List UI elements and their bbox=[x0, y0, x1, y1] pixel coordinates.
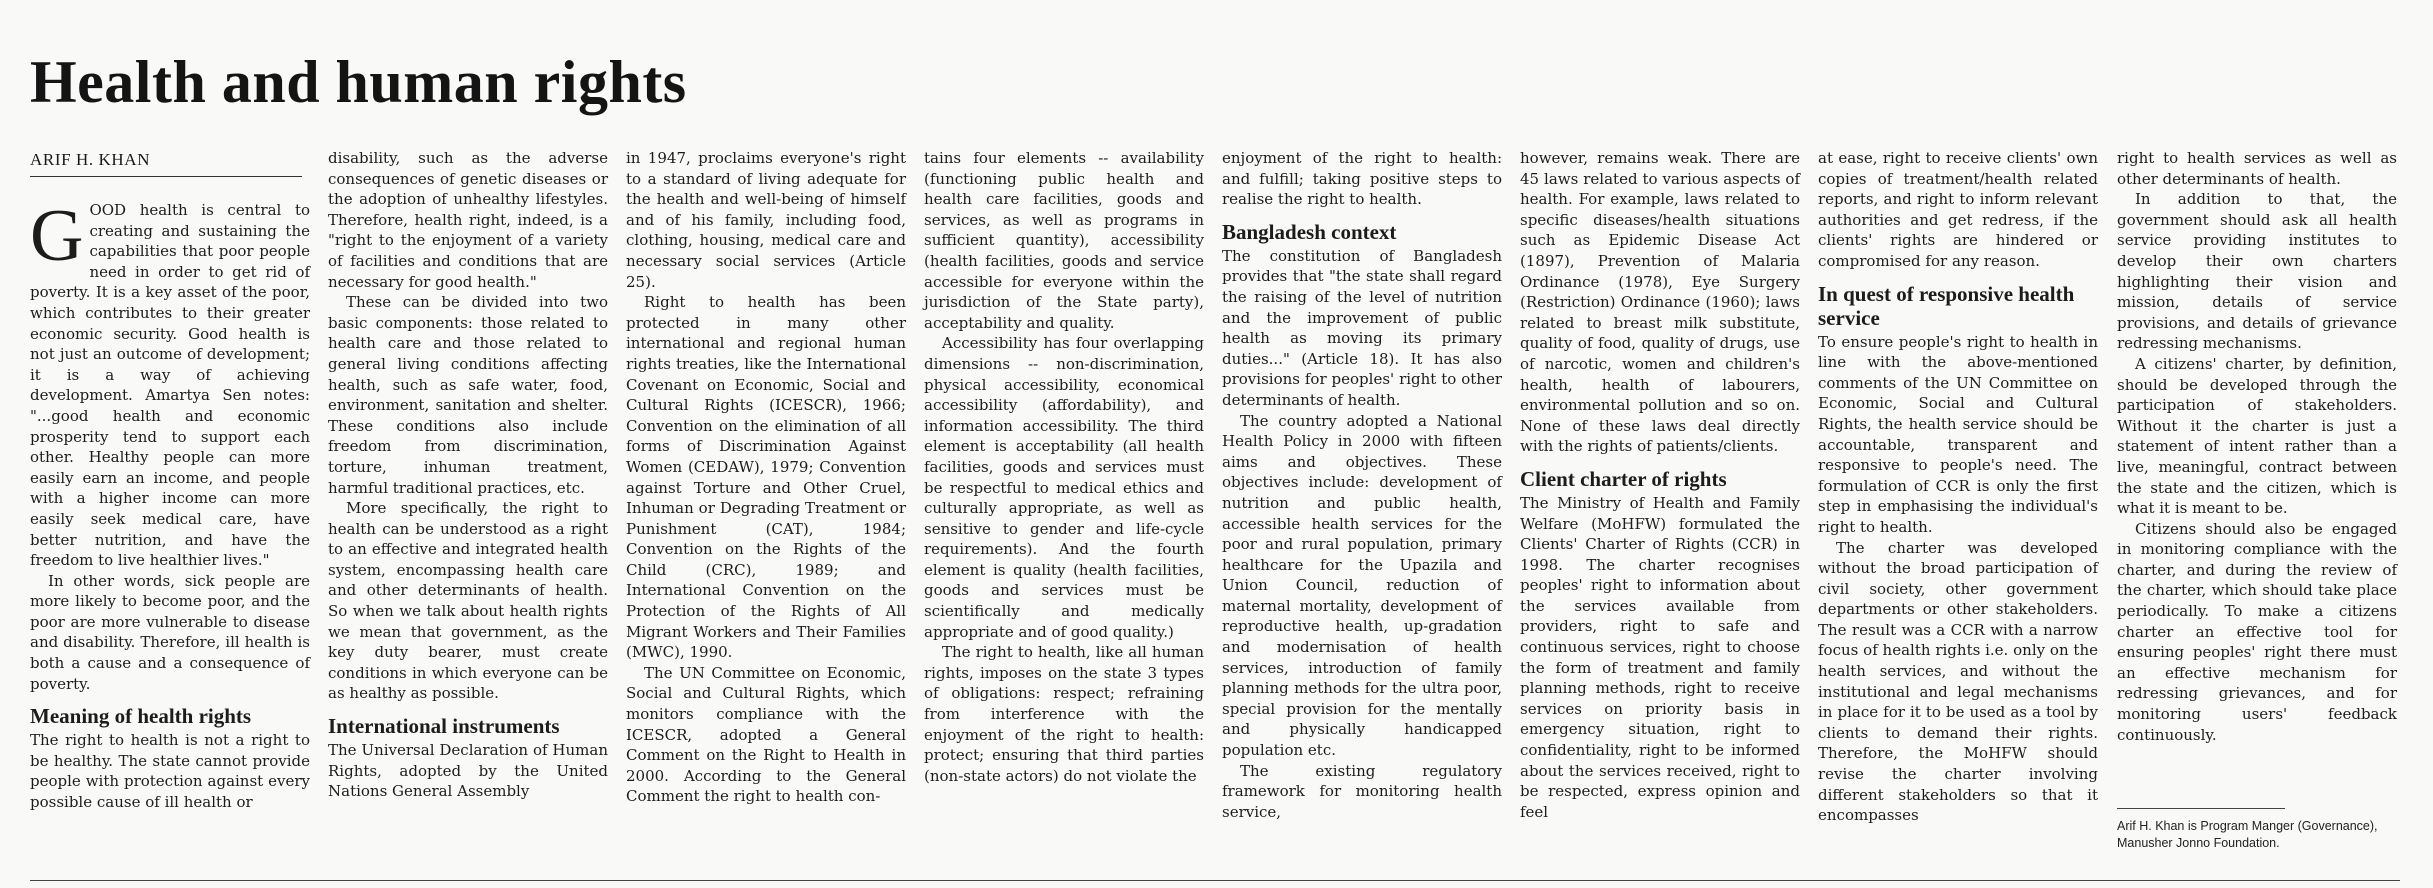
paragraph: right to health services as well as other determinants of health. bbox=[2117, 149, 2397, 188]
paragraph: In other words, sick people are more likely to become poor, and the poor are more vulnerable to disease and disability. Therefore, ill health is both a cause and a consequence of poverty. bbox=[30, 571, 310, 693]
paragraph: The right to health, like all human rights, imposes on the state 3 types of obligations: respect; refraining from interference with the enjoyment of the right to health: protect; ensuring that third parties (non-state actors) do not violate the bbox=[924, 643, 1204, 785]
paragraph: The country adopted a National Health Policy in 2000 with fifteen aims and objectives. These objectives include: development of nutrition and public health, accessible health services for the poor and rural population, primary healthcare for the Upazila and Union Council, reduction of maternal mortality, development of reproductive health, up-gradation and modernisation of health services, introduction of family planning methods for the ultra poor, special provision for the mentally and physically handicapped population etc. bbox=[1222, 411, 1502, 760]
subheading-bangladesh-context: Bangladesh context bbox=[1222, 219, 1397, 244]
paragraph: The Universal Declaration of Human Rights, adopted by the United Nations General Assembly bbox=[328, 741, 608, 801]
column-2 bbox=[328, 148, 608, 801]
subheading-in-quest-of-responsive-health-service: In quest of responsive health service bbox=[1818, 281, 2075, 330]
paragraph: however, remains weak. There are 45 laws related to various aspects of health. For example, laws related to specific diseases/health situations such as Epidemic Disease Act (1897), Prevention of Malaria Ordinance (1978), Eye Surgery (Restriction) Ordinance (1960); laws related to breast milk substitute, quality of food, quality of drugs, use of narcotic, women and children's health, health of labourers, environmental pollution and so on. None of these laws deal directly with the rights of patients/clients. bbox=[1520, 149, 1800, 456]
author-note: Arif H. Khan is Program Manger (Governance), Manusher Jonno Foundation. bbox=[2117, 819, 2378, 850]
lead-paragraph bbox=[30, 195, 310, 571]
headline: Health and human rights bbox=[30, 49, 687, 115]
author-note-rule bbox=[2117, 808, 2285, 809]
paragraph: Citizens should also be engaged in monitoring compliance with the charter, and during the review of the charter, which should take place periodically. To make a citizens charter an effective tool for ensuring peoples' right there must an effective mechanism for redressing grievances, and for monitoring users' feedback continuously. bbox=[2117, 519, 2397, 744]
paragraph: at ease, right to receive clients' own copies of treatment/health related reports, and right to inform relevant authorities and get redress, if the clients' rights are hindered or compromised for any reason. bbox=[1818, 149, 2098, 270]
paragraph: enjoyment of the right to health: and fulfill; taking positive steps to realise the right to health. bbox=[1222, 149, 1502, 209]
bottom-rule bbox=[30, 880, 2400, 881]
column-6 bbox=[1520, 148, 1800, 821]
lead-text: OOD health is central to creating and sustaining the capabilities that poor people need in order to get rid of poverty. It is a key asset of the poor, which contributes to their greater economic security. Good health is not just an outcome of development; it is a way of achieving development. Amartya Sen notes: "...good health and economic prosperity tend to support each other. Healthy people can more easily earn an income, and people with a higher income can more easily seek medical care, have better nutrition, and have the freedom to live healthier lives." bbox=[30, 201, 310, 570]
byline-rule bbox=[30, 176, 302, 177]
paragraph: tains four elements -- availability (functioning public health and health care facilities, goods and services, as well as programs in sufficient quantity), accessibility (health facilities, goods and service accessible for everyone within the jurisdiction of the State party), acceptability and quality. bbox=[924, 149, 1204, 332]
paragraph: Accessibility has four overlapping dimensions -- non-discrimination, physical accessibility, economical accessibility (affordability), and information accessibility. The third element is acceptability (all health facilities, goods and services must be respectful to medical ethics and culturally appropriate, as well as sensitive to gender and life-cycle requirements). And the fourth element is quality (health facilities, goods and services must be scientifically and medically appropriate and of good quality.) bbox=[924, 334, 1204, 641]
paragraph: The charter was developed without the broad participation of civil society, other government departments or other stakeholders. The result was a CCR with a narrow focus of health rights i.e. only on the health services, and without the institutional and legal mechanisms in place for it to be used as a tool by clients to demand their rights. Therefore, the MoHFW should revise the charter involving different stakeholders so that it encompasses bbox=[1818, 538, 2098, 825]
paragraph: In addition to that, the government should ask all health service providing institutes to develop their own charters highlighting their vision and mission, details of service provisions, and details of grievance redressing mechanisms. bbox=[2117, 190, 2397, 353]
paragraph: in 1947, proclaims everyone's right to a standard of living adequate for the health and well-being of himself and of his family, including food, clothing, housing, medical care and necessary social services (Article 25). bbox=[626, 149, 906, 291]
paragraph: The existing regulatory framework for monitoring health service, bbox=[1222, 761, 1502, 821]
subheading-client-charter-of-rights: Client charter of rights bbox=[1520, 466, 1727, 491]
column-8 bbox=[2117, 148, 2397, 798]
subheading-international-instruments: International instruments bbox=[328, 714, 560, 739]
paragraph: A citizens' charter, by definition, should be developed through the participation of stakeholders. Without it the charter is just a statement of intent rather than a live, meaningful, contract between the state and the citizen, which is what it is meant to be. bbox=[2117, 354, 2397, 518]
subheading-meaning-of-health-rights: Meaning of health rights bbox=[30, 704, 252, 729]
paragraph: The constitution of Bangladesh provides that "the state shall regard the raising of the level of nutrition and the improvement of public health as moving its primary duties..." (Article 18). It has also provisions for peoples' right to other determinants of health. bbox=[1222, 246, 1502, 409]
paragraph: Right to health has been protected in many other international and regional human rights treaties, like the International Covenant on Economic, Social and Cultural Rights (ICESCR), 1966; Convention on the elimination of all forms of Discrimination Against Women (CEDAW), 1979; Convention against Torture and Other Cruel, Inhuman or Degrading Treatment or Punishment (CAT), 1984; Convention on the Rights of the Child (CRC), 1989; and International Convention on the Protection of the Rights of All Migrant Workers and Their Families (MWC), 1990. bbox=[626, 293, 906, 662]
column-1 bbox=[30, 195, 310, 812]
column-3 bbox=[626, 148, 906, 806]
paragraph: More specifically, the right to health can be understood as a right to an effective and integrated health system, encompassing health care and other determinants of health. So when we talk about health rights we mean that government, as the key duty bearer, must create conditions in which everyone can be as healthy as possible. bbox=[328, 499, 608, 703]
column-7 bbox=[1818, 148, 2098, 825]
byline: ARIF H. KHAN bbox=[30, 150, 151, 169]
paragraph: These can be divided into two basic components: those related to health care and those related to general living conditions affecting health, such as safe water, food, environment, sanitation and shelter. These conditions also include freedom from discrimination, torture, inhuman treatment, harmful traditional practices, etc. bbox=[328, 293, 608, 497]
drop-cap: G bbox=[30, 195, 84, 277]
column-5 bbox=[1222, 148, 1502, 821]
paragraph: The Ministry of Health and Family Welfare (MoHFW) formulated the Clients' Charter of Rights (CCR) in 1998. The charter recognises peoples' right to information about the services available from providers, right to safe and continuous services, right to choose the form of treatment and family planning methods, right to receive services on priority basis in emergency situation, right to confidentiality, right to be informed about the services received, right to be respected, express opinion and feel bbox=[1520, 493, 1800, 821]
paragraph: The right to health is not a right to be healthy. The state cannot provide people with protection against every possible cause of ill health or bbox=[30, 731, 310, 812]
column-4 bbox=[924, 148, 1204, 788]
paragraph: The UN Committee on Economic, Social and Cultural Rights, which monitors compliance with the ICESCR, adopted a General Comment on the Right to Health in 2000. According to the General Comment the right to health con- bbox=[626, 663, 906, 806]
paragraph: To ensure people's right to health in line with the above-mentioned comments of the UN Committee on Economic, Social and Cultural Rights, the health service should be accountable, transparent and responsive to people's need. The formulation of CCR is only the first step in emphasising the individual's right to health. bbox=[1818, 332, 2098, 536]
paragraph: disability, such as the adverse consequences of genetic diseases or the adoption of unhealthy lifestyles. Therefore, health right, indeed, is a "right to the enjoyment of a variety of facilities and conditions that are necessary for good health." bbox=[328, 149, 608, 291]
